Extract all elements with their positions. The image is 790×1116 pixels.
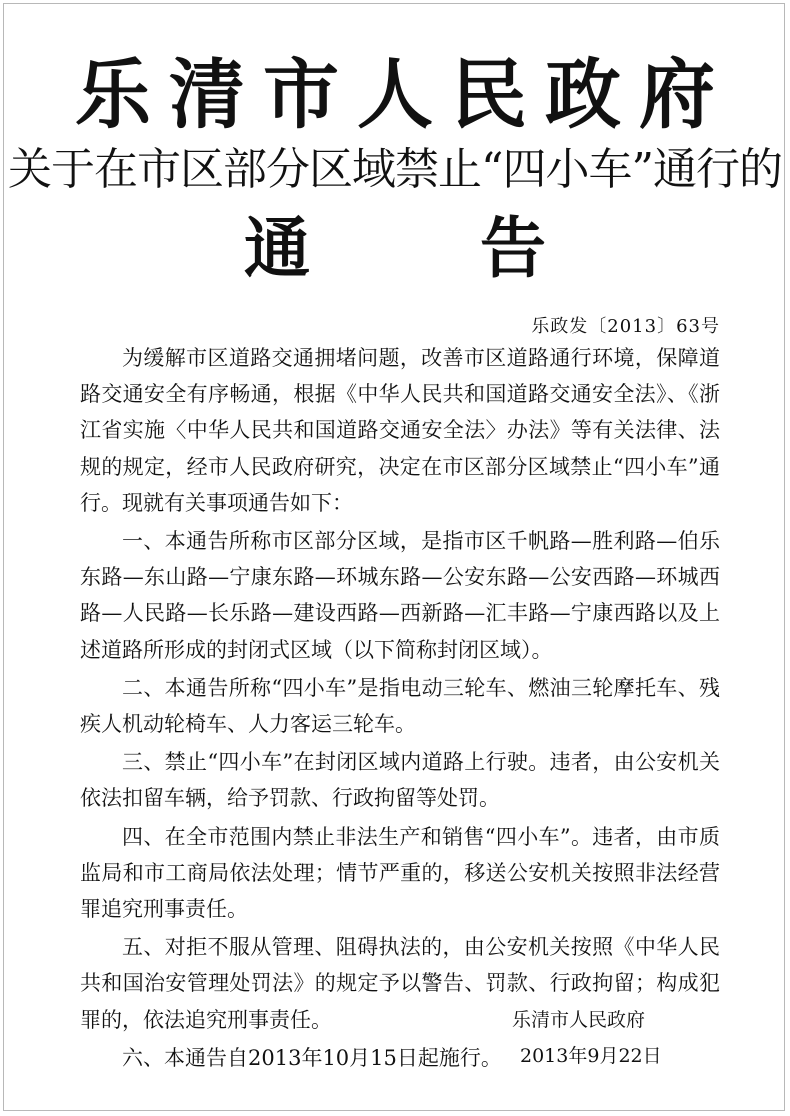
- clause-3: 三、禁止“四小车”在封闭区域内道路上行驶。违者，由公安机关依法扣留车辆，给予罚款、行政拘留等处罚。: [80, 750, 720, 811]
- signature-date: 2013年9月22日: [520, 1045, 662, 1067]
- clause-6: 六、本通告自2013年10月15日起施行。: [122, 1045, 502, 1070]
- clause-2: 二、本通告所称“四小车”是指电动三轮车、燃油三轮摩托车、残疾人机动轮椅车、人力客运三轮车。: [80, 675, 720, 737]
- notice-body: [80, 340, 720, 1076]
- clause-4: 四、在全市范围内禁止非法生产和销售“四小车”。违者，由市质监局和市工商局依法处理；情节严重的，移送公安机关按照非法经营罪追究刑事责任。: [80, 824, 720, 922]
- signature-block: [500, 1002, 720, 1074]
- issuer-title: 乐清市人民政府: [75, 50, 733, 139]
- signature-org: 乐清市人民政府: [512, 1009, 646, 1031]
- clause-1: 一、本通告所称市区部分区域，是指市区千帆路—胜利路—伯乐东路—东山路—宁康东路—环城东路—公安东路—公安西路—环城西路—人民路—长乐路—建设西路—西新路—汇丰路—宁康西路以及上述道路所形成的封闭式区域（以下简称封闭区域）。: [80, 529, 720, 662]
- subject-title: 关于在市区部分区域禁止“四小车”通行的: [8, 144, 782, 195]
- notice-title: 通告: [244, 210, 716, 287]
- intro-paragraph: 为缓解市区道路交通拥堵问题，改善市区道路通行环境，保障道路交通安全有序畅通，根据《中华人民共和国道路交通安全法》、《浙江省实施〈中华人民共和国道路交通安全法〉办法》等有关法律、法规的规定，经市人民政府研究，决定在市区部分区域禁止“四小车”通行。现就有关事项通告如下：: [80, 346, 720, 515]
- clause-5: 五、对拒不服从管理、阻碍执法的，由公安机关按照《中华人民共和国治安管理处罚法》的规定予以警告、罚款、行政拘留；构成犯罪的，依法追究刑事责任。: [80, 935, 720, 1032]
- document-number: 乐政发〔2013〕63号: [531, 316, 720, 337]
